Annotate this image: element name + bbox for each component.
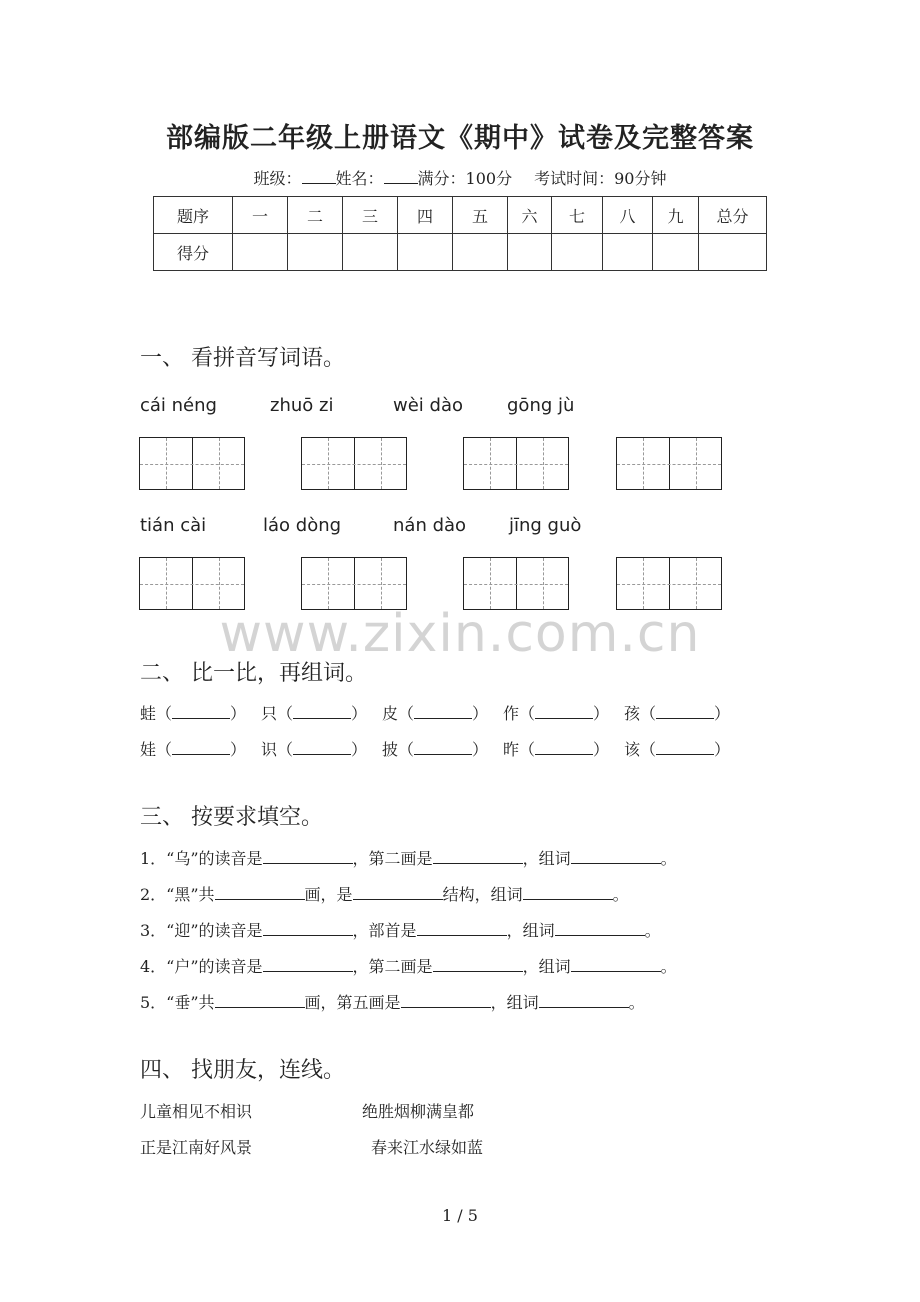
pinyin-label: láo dòng — [263, 515, 342, 536]
match-left-item[interactable]: 正是江南好风景 — [140, 1138, 253, 1157]
fill-question-2: 2．“黑”共 画，是 结构，组词 。 — [140, 885, 629, 904]
score-cell[interactable] — [398, 234, 453, 271]
writing-grid[interactable] — [616, 557, 722, 610]
writing-grid[interactable] — [463, 557, 569, 610]
pinyin-label: jīng guò — [509, 515, 582, 536]
answer-blank[interactable] — [656, 704, 714, 719]
score-cell[interactable] — [552, 234, 603, 271]
writing-grid[interactable] — [139, 437, 245, 490]
table-cell: 得分 — [154, 234, 233, 271]
exam-info-line — [0, 166, 920, 189]
writing-grid[interactable] — [301, 557, 407, 610]
table-cell: 八 — [603, 197, 653, 234]
page-number: 1 / 5 — [442, 1206, 478, 1225]
writing-grid[interactable] — [301, 437, 407, 490]
class-label: 班级： — [253, 169, 302, 188]
answer-blank[interactable] — [172, 704, 230, 719]
answer-blank[interactable] — [263, 957, 353, 972]
score-cell[interactable] — [343, 234, 398, 271]
answer-blank[interactable] — [353, 885, 443, 900]
score-cell[interactable] — [653, 234, 699, 271]
compare-item: 娃（ ） — [140, 740, 247, 759]
class-blank[interactable] — [302, 169, 336, 184]
score-cell[interactable] — [288, 234, 343, 271]
answer-blank[interactable] — [414, 740, 472, 755]
score-cell[interactable] — [233, 234, 288, 271]
fill-question-1: 1．“乌”的读音是 ，第二画是 ，组词 。 — [140, 849, 677, 868]
pinyin-label: cái néng — [140, 395, 217, 416]
compare-item: 披（ ） — [382, 740, 489, 759]
table-cell: 题序 — [154, 197, 233, 234]
pinyin-label: gōng jù — [507, 395, 575, 416]
compare-row-1 — [140, 701, 745, 724]
answer-blank[interactable] — [172, 740, 230, 755]
section-4-title: 四、 找朋友，连线。 — [140, 1058, 345, 1083]
table-cell: 一 — [233, 197, 288, 234]
compare-item: 该（ ） — [624, 740, 731, 759]
match-right-item[interactable]: 绝胜烟柳满皇都 — [362, 1102, 475, 1121]
pinyin-label: nán dào — [393, 515, 467, 536]
fill-question-3: 3．“迎”的读音是 ，部首是 ，组词 。 — [140, 921, 661, 940]
match-left-item[interactable]: 儿童相见不相识 — [140, 1102, 253, 1121]
full-score: 满分：100分 — [417, 169, 513, 188]
score-table-score-row — [154, 234, 767, 271]
pinyin-label: zhuō zi — [270, 395, 334, 416]
writing-grid[interactable] — [463, 437, 569, 490]
answer-blank[interactable] — [433, 849, 523, 864]
table-cell: 六 — [508, 197, 552, 234]
section-2-title: 二、 比一比，再组词。 — [140, 661, 367, 686]
score-cell[interactable] — [453, 234, 508, 271]
compare-item: 只（ ） — [261, 704, 368, 723]
match-right-item[interactable]: 春来江水绿如蓝 — [371, 1138, 484, 1157]
name-label: 姓名： — [335, 169, 384, 188]
answer-blank[interactable] — [414, 704, 472, 719]
answer-blank[interactable] — [293, 740, 351, 755]
table-cell: 总分 — [699, 197, 767, 234]
answer-blank[interactable] — [433, 957, 523, 972]
compare-item: 孩（ ） — [624, 704, 731, 723]
answer-blank[interactable] — [263, 921, 353, 936]
compare-item: 识（ ） — [261, 740, 368, 759]
score-table-header-row — [154, 197, 767, 234]
score-cell[interactable] — [699, 234, 767, 271]
answer-blank[interactable] — [263, 849, 353, 864]
pinyin-label: wèi dào — [393, 395, 463, 416]
answer-blank[interactable] — [571, 849, 661, 864]
name-blank[interactable] — [384, 169, 418, 184]
answer-blank[interactable] — [571, 957, 661, 972]
table-cell: 五 — [453, 197, 508, 234]
answer-blank[interactable] — [656, 740, 714, 755]
answer-blank[interactable] — [555, 921, 645, 936]
section-3-title: 三、 按要求填空。 — [140, 805, 323, 830]
watermark: www.zixin.com.cn — [219, 604, 701, 664]
table-cell: 七 — [552, 197, 603, 234]
compare-item: 蛙（ ） — [140, 704, 247, 723]
answer-blank[interactable] — [523, 885, 613, 900]
score-cell[interactable] — [603, 234, 653, 271]
answer-blank[interactable] — [293, 704, 351, 719]
pinyin-label: tián cài — [140, 515, 207, 536]
section-1-title: 一、 看拼音写词语。 — [140, 346, 345, 371]
compare-item: 作（ ） — [503, 704, 610, 723]
writing-grid[interactable] — [616, 437, 722, 490]
fill-question-4: 4．“户”的读音是 ，第二画是 ，组词 。 — [140, 957, 677, 976]
score-table — [153, 196, 767, 271]
table-cell: 三 — [343, 197, 398, 234]
exam-time: 考试时间：90分钟 — [534, 169, 667, 188]
compare-item: 昨（ ） — [503, 740, 610, 759]
page-title: 部编版二年级上册语文《期中》试卷及完整答案 — [166, 123, 754, 154]
answer-blank[interactable] — [215, 885, 305, 900]
table-cell: 四 — [398, 197, 453, 234]
answer-blank[interactable] — [535, 740, 593, 755]
table-cell: 九 — [653, 197, 699, 234]
table-cell: 二 — [288, 197, 343, 234]
answer-blank[interactable] — [215, 993, 305, 1008]
fill-question-5: 5．“垂”共 画，第五画是 ，组词 。 — [140, 993, 645, 1012]
answer-blank[interactable] — [417, 921, 507, 936]
compare-row-2 — [140, 737, 745, 760]
answer-blank[interactable] — [539, 993, 629, 1008]
writing-grid[interactable] — [139, 557, 245, 610]
compare-item: 皮（ ） — [382, 704, 489, 723]
score-cell[interactable] — [508, 234, 552, 271]
answer-blank[interactable] — [535, 704, 593, 719]
answer-blank[interactable] — [401, 993, 491, 1008]
